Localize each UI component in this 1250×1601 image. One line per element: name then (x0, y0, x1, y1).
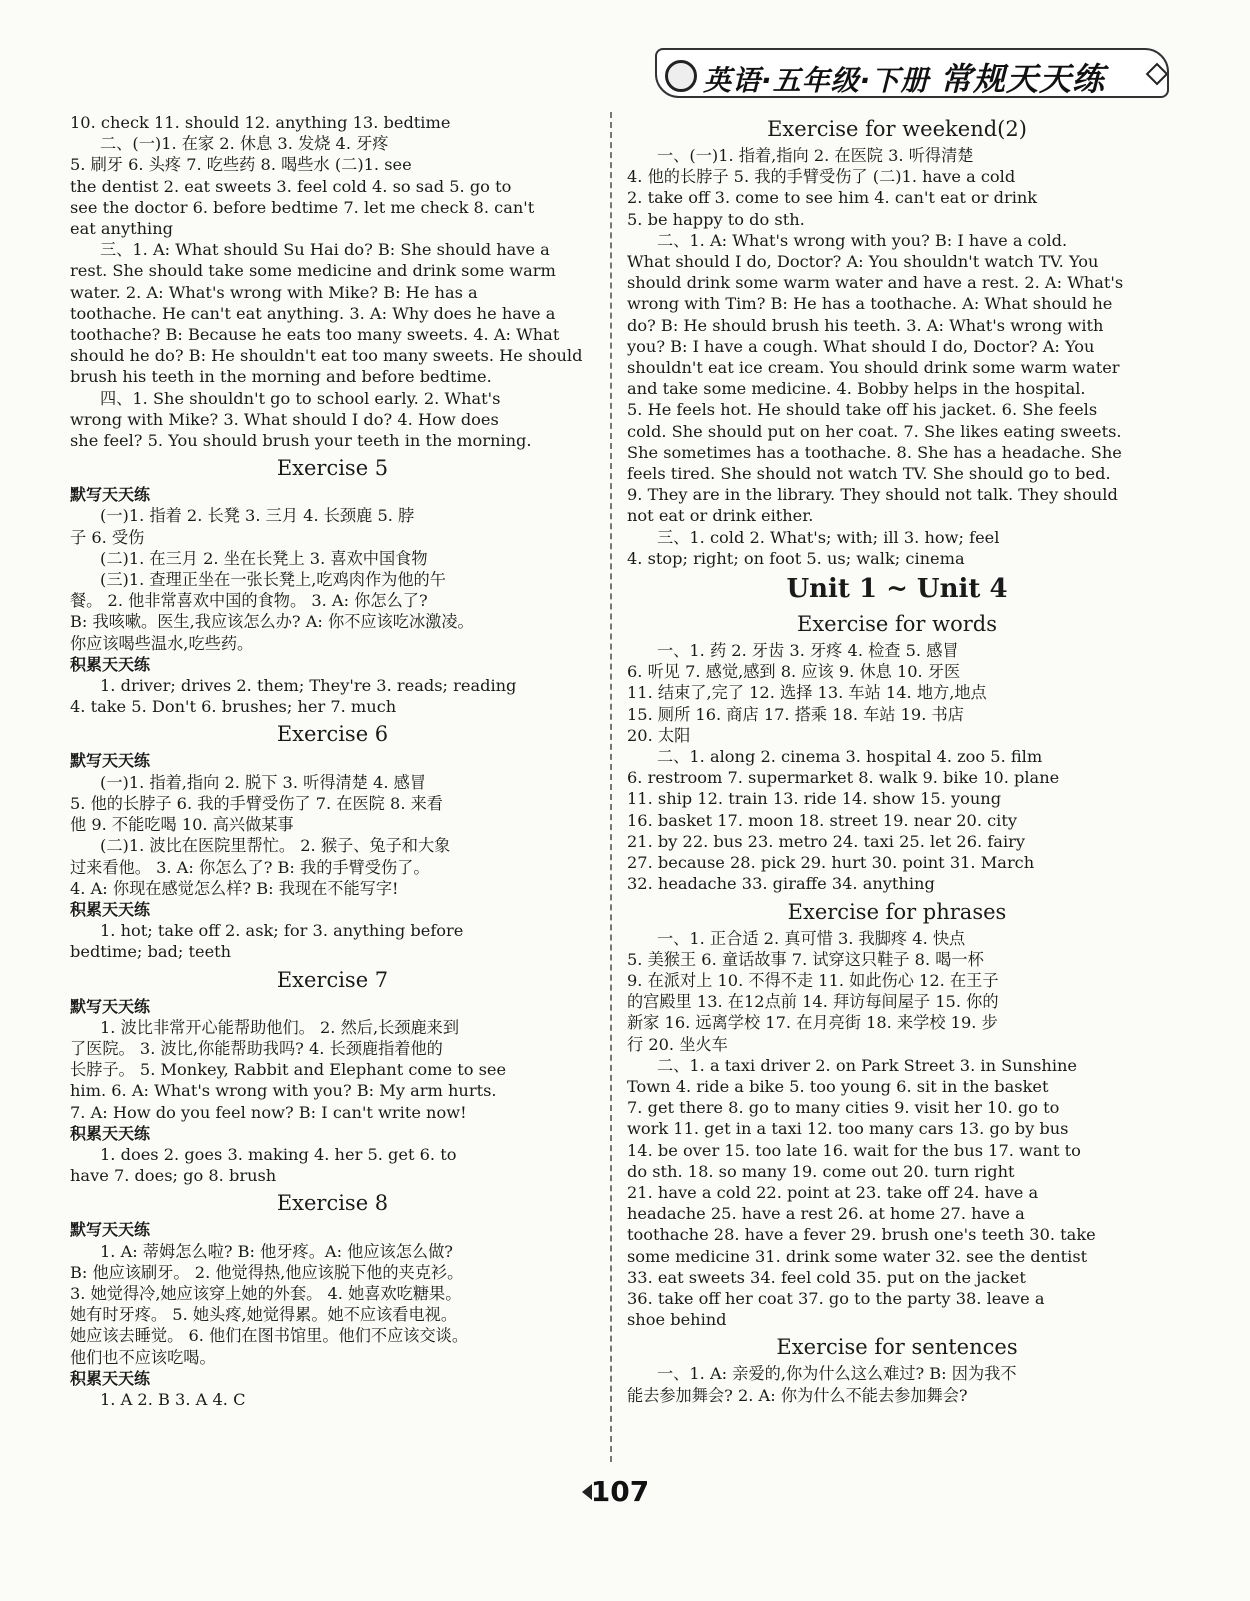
answer-line: (一)1. 指着 2. 长凳 3. 三月 4. 长颈鹿 5. 脖 (100, 506, 415, 526)
practice-label: 默写天天练 (70, 1220, 151, 1240)
answer-line: 3. 她觉得冷,她应该穿上她的外套。 4. 她喜欢吃糖果。 (70, 1283, 462, 1303)
answer-line: 4. 他的长脖子 5. 我的手臂受伤了 (二)1. have a cold (627, 167, 1016, 187)
answer-line: Town 4. ride a bike 5. too young 6. sit in the basket (627, 1076, 1049, 1096)
answer-line: 9. They are in the library. They should not talk. They should (627, 485, 1118, 505)
answer-line: 1. driver; drives 2. them; They're 3. reads; reading (100, 676, 517, 696)
answer-line: 她有时牙疼。 5. 她头疼,她觉得累。她不应该看电视。 (70, 1305, 458, 1325)
answer-line: 一、1. A: 亲爱的,你为什么这么难过? B: 因为我不 (657, 1364, 1017, 1384)
series-title: 常规天天练 (940, 60, 1106, 98)
answer-line: 她应该去睡觉。 6. 他们在图书馆里。他们不应该交谈。 (70, 1326, 469, 1346)
section-title: Exercise for weekend(2) (767, 117, 1027, 141)
answer-line: 他们也不应该吃喝。 (70, 1347, 216, 1367)
answer-line: shouldn't eat ice cream. You should drink some warm water (627, 358, 1120, 378)
answer-line: 5. He feels hot. He should take off his jacket. 6. She feels (627, 400, 1098, 420)
section-title: Exercise 6 (276, 722, 389, 747)
answer-line: 三、1. cold 2. What's; with; ill 3. how; feel (657, 527, 1000, 547)
column-divider (610, 112, 612, 1462)
page-number: 107 (590, 1475, 650, 1508)
answer-line: 过来看他。 3. A: 你怎么了? B: 我的手臂受伤了。 (70, 857, 430, 877)
answer-line: cold. She should put on her coat. 7. She likes eating sweets. (627, 421, 1122, 441)
practice-label: 积累天天练 (70, 1368, 151, 1388)
answer-line: 6. 听见 7. 感觉,感到 8. 应该 9. 休息 10. 牙医 (627, 662, 961, 682)
left-column (70, 112, 595, 1410)
answer-line: 10. check 11. should 12. anything 13. bedtime (70, 113, 451, 132)
answer-line: 36. take off her coat 37. go to the party 38. leave a (627, 1288, 1045, 1308)
right-column (627, 112, 1167, 1406)
answer-line: 行 20. 坐火车 (627, 1034, 728, 1054)
answer-line: 二、1. along 2. cinema 3. hospital 4. zoo 5. film (657, 747, 1043, 767)
practice-label: 积累天天练 (70, 1123, 151, 1143)
answer-line: 5. 美猴王 6. 童话故事 7. 试穿这只鞋子 8. 喝一杯 (627, 949, 984, 969)
answer-line: 11. ship 12. train 13. ride 14. show 15. young (627, 789, 1002, 809)
answer-line: 二、1. A: What's wrong with you? B: I have a cold. (657, 230, 1068, 250)
answer-line: should he do? B: He shouldn't eat too many sweets. He should (70, 346, 583, 366)
answer-line: 27. because 28. pick 29. hurt 30. point 31. March (627, 853, 1035, 873)
section-title: Exercise for sentences (776, 1335, 1018, 1360)
answer-line: eat anything (70, 219, 173, 239)
section-title: Exercise for words (796, 612, 997, 637)
answer-line: do sth. 18. so many 19. come out 20. turn right (627, 1161, 1015, 1181)
section-title: Exercise 5 (276, 456, 389, 481)
answer-line: and take some medicine. 4. Bobby helps in the hospital. (627, 379, 1086, 399)
answer-line: 33. eat sweets 34. feel cold 35. put on the jacket (627, 1267, 1026, 1287)
answer-line: 15. 厕所 16. 商店 17. 搭乘 18. 车站 19. 书店 (627, 704, 964, 724)
answer-line: 一、(一)1. 指着,指向 2. 在医院 3. 听得清楚 (657, 146, 974, 165)
answer-line: 16. basket 17. moon 18. street 19. near 20. city (627, 810, 1018, 830)
answer-line: What should I do, Doctor? A: You shouldn't watch TV. You (627, 252, 1099, 272)
answer-line: 21. by 22. bus 23. metro 24. taxi 25. let 26. fairy (627, 831, 1026, 851)
answer-line: (二)1. 在三月 2. 坐在长凳上 3. 喜欢中国食物 (100, 548, 428, 568)
answer-line: 能去参加舞会? 2. A: 你为什么不能去参加舞会? (627, 1385, 968, 1405)
answer-line: some medicine 31. drink some water 32. see the dentist (627, 1246, 1088, 1266)
answer-line: the dentist 2. eat sweets 3. feel cold 4. so sad 5. go to (70, 176, 512, 196)
answer-line: wrong with Tim? B: He has a toothache. A: What should he (627, 294, 1113, 314)
answer-line: toothache. He can't eat anything. 3. A: Why does he have a (70, 303, 556, 323)
practice-label: 积累天天练 (70, 899, 151, 919)
answer-line: 三、1. A: What should Su Hai do? B: She should have a (100, 240, 550, 260)
answer-line: feels tired. She should not watch TV. She should go to bed. (627, 464, 1111, 484)
answer-line: 21. have a cold 22. point at 23. take off 24. have a (627, 1182, 1039, 1202)
answer-line: do? B: He should brush his teeth. 3. A: What's wrong with (627, 315, 1104, 335)
answer-line: 他 9. 不能吃喝 10. 高兴做某事 (70, 815, 294, 835)
answer-line: (二)1. 波比在医院里帮忙。 2. 猴子、兔子和大象 (100, 836, 451, 856)
answer-line: toothache 28. have a fever 29. brush one's teeth 30. take (627, 1225, 1096, 1245)
answer-line: rest. She should take some medicine and drink some warm (70, 261, 556, 281)
practice-label: 默写天天练 (70, 485, 151, 505)
answer-line: you? B: I have a cough. What should I do, Doctor? A: You (627, 336, 1095, 356)
answer-line: see the doctor 6. before bedtime 7. let me check 8. can't (70, 197, 535, 217)
answer-line: 餐。 2. 他非常喜欢中国的食物。 3. A: 你怎么了? (70, 591, 428, 611)
answer-line: brush his teeth in the morning and before bedtime. (70, 367, 492, 387)
answer-line: shoe behind (627, 1310, 727, 1330)
answer-line: B: 我咳嗽。医生,我应该怎么办? A: 你不应该吃冰激凌。 (70, 612, 474, 632)
section-title: Exercise 7 (276, 967, 389, 992)
answer-line: 了医院。 3. 波比,你能帮助我吗? 4. 长颈鹿指着他的 (70, 1038, 443, 1058)
answer-line: should drink some warm water and have a rest. 2. A: What's (627, 273, 1124, 293)
answer-line: B: 他应该刷牙。 2. 他觉得热,他应该脱下他的夹克衫。 (70, 1262, 464, 1282)
section-title: Exercise for phrases (787, 899, 1007, 924)
answer-line: 1. A: 蒂姆怎么啦? B: 他牙疼。A: 他应该怎么做? (100, 1241, 453, 1261)
practice-label: 默写天天练 (70, 996, 151, 1016)
answer-line: 4. take 5. Don't 6. brushes; her 7. much (70, 697, 397, 717)
book-title: 英语·五年级·下册 (703, 64, 930, 97)
answer-line: 5. 刷牙 6. 头疼 7. 吃些药 8. 喝些水 (二)1. see (70, 155, 412, 175)
answer-line: bedtime; bad; teeth (70, 942, 232, 962)
answer-line: 4. A: 你现在感觉怎么样? B: 我现在不能写字! (70, 878, 399, 898)
page-header (655, 40, 1175, 102)
practice-label: 积累天天练 (70, 654, 151, 674)
answer-line: (一)1. 指着,指向 2. 脱下 3. 听得清楚 4. 感冒 (100, 772, 427, 792)
header-title (703, 54, 1105, 100)
answer-line: water. 2. A: What's wrong with Mike? B: He has a (70, 282, 478, 302)
answer-line: 14. be over 15. too late 16. wait for the bus 17. want to (627, 1140, 1081, 1160)
answer-line: 新家 16. 远离学校 17. 在月亮街 18. 来学校 19. 步 (627, 1013, 998, 1033)
answer-line: 20. 太阳 (627, 725, 691, 745)
answer-line: 你应该喝些温水,吃些药。 (70, 633, 254, 653)
answer-line: 4. stop; right; on foot 5. us; walk; cinema (627, 548, 965, 568)
unit-title: Unit 1 ~ Unit 4 (786, 574, 1008, 605)
answer-line: 的宫殿里 13. 在12点前 14. 拜访每间屋子 15. 你的 (627, 992, 999, 1012)
answer-line: 2. take off 3. come to see him 4. can't eat or drink (627, 188, 1038, 208)
section-title: Exercise 8 (276, 1191, 389, 1216)
answer-line: 7. get there 8. go to many cities 9. visit her 10. go to (627, 1098, 1060, 1118)
answer-line: him. 6. A: What's wrong with you? B: My arm hurts. (70, 1081, 497, 1101)
answer-line: toothache? B: Because he eats too many sweets. 4. A: What (70, 325, 560, 345)
answer-line: 6. restroom 7. supermarket 8. walk 9. bike 10. plane (627, 768, 1060, 788)
answer-line: 11. 结束了,完了 12. 选择 13. 车站 14. 地方,地点 (627, 683, 987, 703)
practice-label: 默写天天练 (70, 751, 151, 771)
answer-line: 5. 他的长脖子 6. 我的手臂受伤了 7. 在医院 8. 来看 (70, 793, 443, 813)
answer-line: 32. headache 33. giraffe 34. anything (627, 874, 935, 894)
answer-line: 1. 波比非常开心能帮助他们。 2. 然后,长颈鹿来到 (100, 1017, 460, 1037)
answer-line: 7. A: How do you feel now? B: I can't write now! (70, 1102, 467, 1122)
answer-line: 1. A 2. B 3. A 4. C (100, 1389, 246, 1409)
answer-line: work 11. get in a taxi 12. too many cars 13. go by bus (627, 1119, 1069, 1139)
answer-line: 一、1. 正合适 2. 真可惜 3. 我脚疼 4. 快点 (657, 928, 966, 948)
answer-line: not eat or drink either. (627, 506, 814, 526)
answer-line: 四、1. She shouldn't go to school early. 2. What's (100, 388, 501, 408)
answer-line: 二、(一)1. 在家 2. 休息 3. 发烧 4. 牙疼 (100, 134, 389, 154)
answer-line: 1. hot; take off 2. ask; for 3. anything before (100, 921, 464, 941)
answer-line: 长脖子。 5. Monkey, Rabbit and Elephant come to see (70, 1060, 507, 1080)
answer-line: 二、1. a taxi driver 2. on Park Street 3. in Sunshine (657, 1055, 1078, 1075)
answer-line: 5. be happy to do sth. (627, 209, 805, 229)
answer-line: 一、1. 药 2. 牙齿 3. 牙疼 4. 检查 5. 感冒 (657, 641, 959, 661)
answer-line: wrong with Mike? 3. What should I do? 4. How does (70, 409, 499, 429)
answer-line: headache 25. have a rest 26. at home 27. have a (627, 1204, 1025, 1224)
answer-line: 子 6. 受伤 (70, 527, 145, 547)
answer-line: 9. 在派对上 10. 不得不走 11. 如此伤心 12. 在王子 (627, 970, 999, 990)
answer-line: She sometimes has a toothache. 8. She has a headache. She (627, 442, 1122, 462)
answer-line: (三)1. 查理正坐在一张长凳上,吃鸡肉作为他的午 (100, 570, 446, 590)
answer-line: have 7. does; go 8. brush (70, 1166, 277, 1186)
answer-line: 1. does 2. goes 3. making 4. her 5. get 6. to (100, 1144, 457, 1164)
answer-line: she feel? 5. You should brush your teeth in the morning. (70, 431, 532, 451)
clock-icon (665, 60, 697, 92)
